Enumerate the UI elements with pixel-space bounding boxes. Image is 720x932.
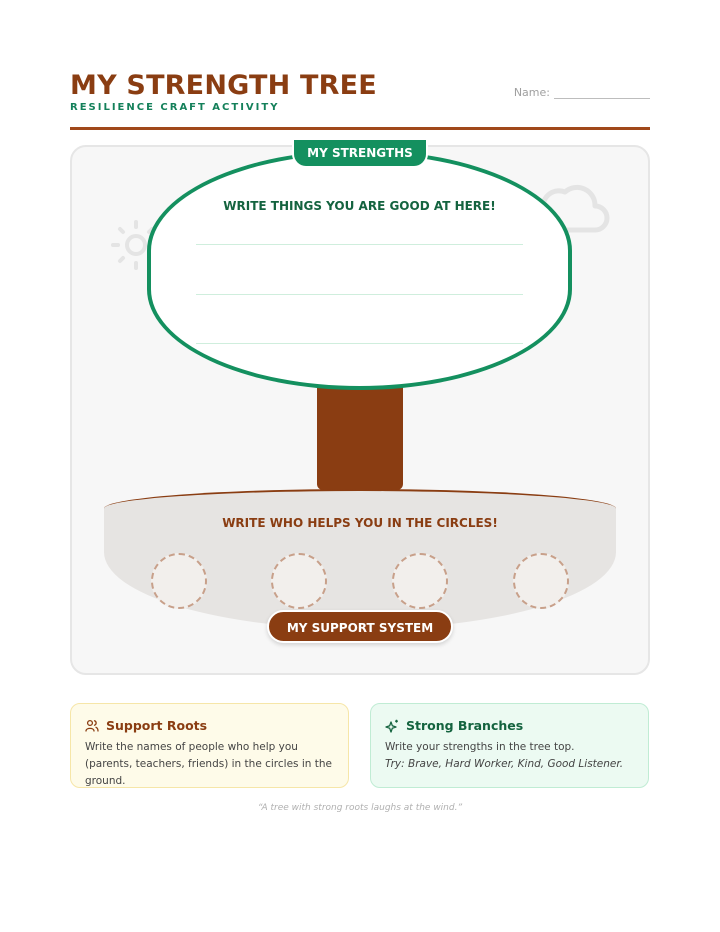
card-hint: Try: Brave, Hard Worker, Kind, Good Listener. bbox=[385, 758, 624, 770]
card-title: Strong Branches bbox=[406, 718, 524, 733]
tree-crown[interactable] bbox=[147, 150, 572, 390]
crown-instruction: WRITE THINGS YOU ARE GOOD AT HERE! bbox=[223, 199, 496, 213]
name-line[interactable] bbox=[554, 89, 650, 99]
sparkle-icon bbox=[385, 719, 399, 733]
page-title: MY STRENGTH TREE bbox=[70, 70, 377, 101]
support-system-pill: MY SUPPORT SYSTEM bbox=[267, 610, 453, 643]
card-text: Write your strengths in the tree top. bbox=[385, 741, 575, 753]
strengths-pill: MY STRENGTHS bbox=[292, 140, 428, 168]
header-divider bbox=[70, 127, 650, 130]
support-circle[interactable] bbox=[151, 553, 207, 609]
card-body: Write the names of people who help you (parents, teachers, friends) in the circles in the ground. bbox=[85, 741, 332, 787]
write-line[interactable] bbox=[196, 244, 523, 245]
write-line[interactable] bbox=[196, 343, 523, 344]
write-line[interactable] bbox=[196, 294, 523, 295]
strong-branches-card bbox=[370, 703, 649, 788]
ground-instruction: WRITE WHO HELPS YOU IN THE CIRCLES! bbox=[222, 516, 498, 530]
support-circle[interactable] bbox=[271, 553, 327, 609]
support-roots-card bbox=[70, 703, 349, 788]
name-label: Name: bbox=[513, 86, 550, 99]
name-field[interactable] bbox=[514, 86, 650, 99]
support-circle[interactable] bbox=[392, 553, 448, 609]
people-icon bbox=[85, 719, 99, 732]
support-circle[interactable] bbox=[513, 553, 569, 609]
footer-quote: “A tree with strong roots laughs at the wind.” bbox=[257, 803, 463, 813]
tree-trunk bbox=[317, 380, 403, 490]
page-subtitle: RESILIENCE CRAFT ACTIVITY bbox=[70, 102, 280, 113]
card-body bbox=[385, 739, 634, 773]
ground-area bbox=[104, 489, 616, 629]
card-title: Support Roots bbox=[106, 718, 208, 733]
